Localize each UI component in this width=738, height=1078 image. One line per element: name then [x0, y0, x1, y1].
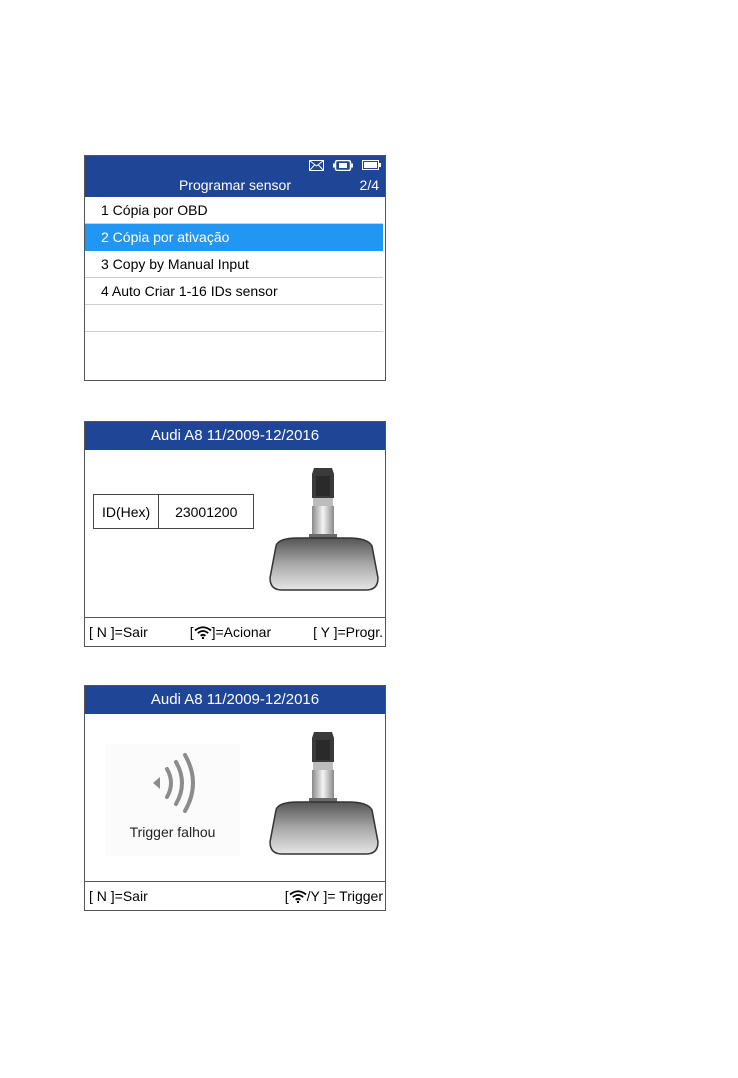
screen-title: Programar sensor	[178, 177, 292, 193]
id-value: 23001200	[175, 503, 238, 520]
battery-icon	[362, 160, 381, 170]
trigger-failed-text: Trigger falhou	[129, 824, 216, 840]
trigger-failed-screen	[84, 685, 386, 911]
vehicle-link-icon	[333, 160, 353, 171]
vehicle-title: Audi A8 11/2009-12/2016	[85, 686, 385, 714]
menu-item-empty	[85, 305, 383, 332]
trigger-content	[85, 714, 385, 882]
page-indicator: 2/4	[359, 177, 379, 193]
sensor-id-screen	[84, 421, 386, 647]
program-menu	[85, 197, 385, 332]
mail-icon	[309, 160, 324, 171]
menu-item-auto-create[interactable]: 4 Auto Criar 1-16 IDs sensor	[85, 278, 383, 305]
wireless-trigger-icon	[289, 890, 307, 903]
tpms-sensor-image	[268, 466, 380, 594]
exit-hint[interactable]: [ N ] =Sair	[89, 888, 148, 904]
status-icons	[309, 158, 381, 172]
title-bar	[85, 156, 385, 197]
wireless-trigger-icon	[194, 626, 212, 639]
trigger-hint[interactable]: [ ] =Acionar	[189, 624, 272, 640]
sensor-content	[85, 450, 385, 618]
vehicle-title: Audi A8 11/2009-12/2016	[85, 422, 385, 450]
trigger-status-panel	[105, 744, 240, 856]
program-hint[interactable]: [ Y ] =Progr.	[313, 624, 383, 640]
key-legend	[85, 881, 385, 910]
program-sensor-screen	[84, 155, 386, 381]
menu-item-obd-copy[interactable]: 1 Cópia por OBD	[85, 197, 383, 224]
trigger-hint[interactable]: [ /Y ] = Trigger	[284, 888, 383, 904]
sensor-id-box	[93, 494, 254, 529]
id-label: ID(Hex)	[94, 495, 159, 528]
menu-item-manual-input[interactable]: 3 Copy by Manual Input	[85, 251, 383, 278]
tpms-sensor-image	[268, 730, 380, 858]
signal-icon	[151, 752, 201, 814]
exit-hint[interactable]: [ N ] =Sair	[89, 624, 148, 640]
menu-item-activation-copy[interactable]: 2 Cópia por ativação	[85, 224, 383, 251]
key-legend	[85, 617, 385, 646]
